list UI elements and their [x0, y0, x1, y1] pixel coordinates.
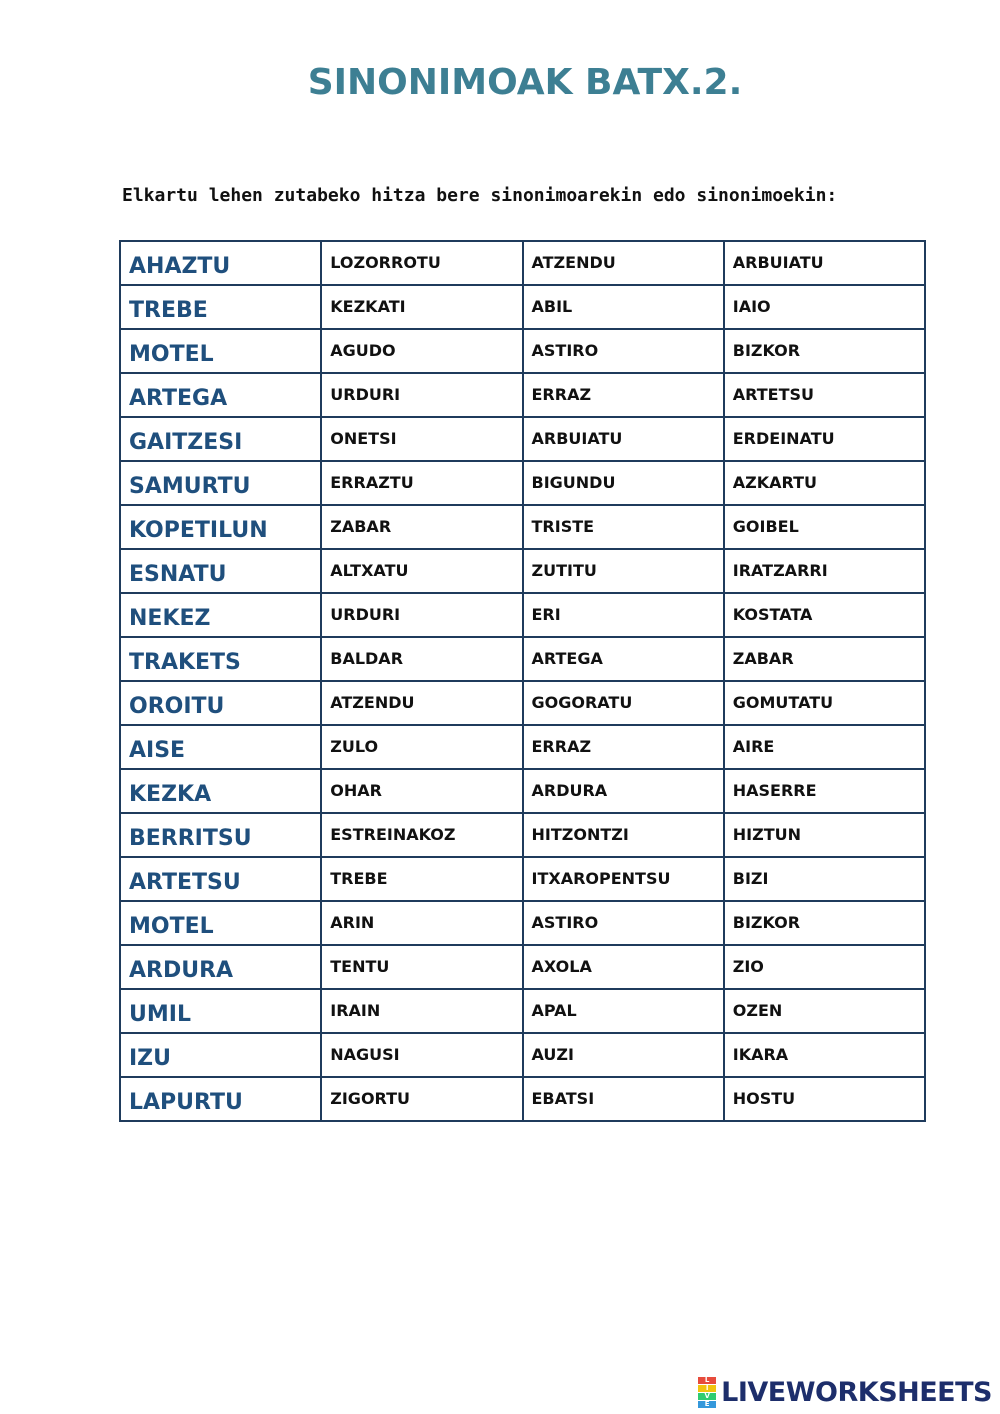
synonym-option[interactable]: URDURI: [321, 593, 522, 637]
synonym-option[interactable]: ERRAZ: [523, 373, 724, 417]
brand-footer: [696, 1377, 992, 1408]
synonym-option[interactable]: BIZI: [724, 857, 925, 901]
synonym-option[interactable]: ARTEGA: [523, 637, 724, 681]
synonym-option[interactable]: AZKARTU: [724, 461, 925, 505]
page-title: SINONIMOAK BATX.2.: [307, 62, 743, 103]
synonym-option[interactable]: ONETSI: [321, 417, 522, 461]
head-word: KEZKA: [120, 769, 321, 813]
head-word: ARDURA: [120, 945, 321, 989]
head-word: TREBE: [120, 285, 321, 329]
synonym-option[interactable]: ATZENDU: [321, 681, 522, 725]
table-row: [120, 857, 925, 901]
synonym-option[interactable]: AXOLA: [523, 945, 724, 989]
logo-letter: E: [698, 1401, 716, 1408]
logo-letter: I: [698, 1385, 716, 1392]
head-word: ESNATU: [120, 549, 321, 593]
head-word: GAITZESI: [120, 417, 321, 461]
table-row: [120, 593, 925, 637]
synonym-option[interactable]: ALTXATU: [321, 549, 522, 593]
head-word: NEKEZ: [120, 593, 321, 637]
head-word: KOPETILUN: [120, 505, 321, 549]
synonym-option[interactable]: ARBUIATU: [523, 417, 724, 461]
synonym-option[interactable]: NAGUSI: [321, 1033, 522, 1077]
table-row: [120, 637, 925, 681]
head-word: AISE: [120, 725, 321, 769]
synonym-option[interactable]: ZULO: [321, 725, 522, 769]
logo-letter: V: [698, 1393, 716, 1400]
head-word: MOTEL: [120, 329, 321, 373]
synonym-option[interactable]: IAIO: [724, 285, 925, 329]
head-word: AHAZTU: [120, 241, 321, 285]
synonym-option[interactable]: ZIGORTU: [321, 1077, 522, 1121]
synonym-option[interactable]: ASTIRO: [523, 329, 724, 373]
synonym-option[interactable]: ARDURA: [523, 769, 724, 813]
synonym-option[interactable]: ITXAROPENTSU: [523, 857, 724, 901]
head-word: MOTEL: [120, 901, 321, 945]
synonym-option[interactable]: ZABAR: [321, 505, 522, 549]
synonym-option[interactable]: ABIL: [523, 285, 724, 329]
synonym-option[interactable]: TRISTE: [523, 505, 724, 549]
synonym-option[interactable]: ZABAR: [724, 637, 925, 681]
table-row: [120, 461, 925, 505]
instructions-text: Elkartu lehen zutabeko hitza bere sinonimoarekin edo sinonimoekin:: [122, 185, 838, 206]
synonym-option[interactable]: AGUDO: [321, 329, 522, 373]
synonym-option[interactable]: GOMUTATU: [724, 681, 925, 725]
head-word: ARTETSU: [120, 857, 321, 901]
synonym-option[interactable]: IKARA: [724, 1033, 925, 1077]
table-row: [120, 417, 925, 461]
synonym-option[interactable]: BIGUNDU: [523, 461, 724, 505]
table-row: [120, 373, 925, 417]
synonym-option[interactable]: GOGORATU: [523, 681, 724, 725]
synonym-option[interactable]: KOSTATA: [724, 593, 925, 637]
brand-text: LIVEWORKSHEETS: [721, 1377, 992, 1408]
synonym-option[interactable]: BIZKOR: [724, 901, 925, 945]
table-row: [120, 1077, 925, 1121]
synonym-option[interactable]: EBATSI: [523, 1077, 724, 1121]
synonym-option[interactable]: URDURI: [321, 373, 522, 417]
synonym-option[interactable]: ARTETSU: [724, 373, 925, 417]
synonym-option[interactable]: ARIN: [321, 901, 522, 945]
head-word: SAMURTU: [120, 461, 321, 505]
synonym-option[interactable]: AIRE: [724, 725, 925, 769]
synonym-option[interactable]: ERRAZ: [523, 725, 724, 769]
synonym-option[interactable]: ESTREINAKOZ: [321, 813, 522, 857]
synonym-option[interactable]: OZEN: [724, 989, 925, 1033]
synonym-option[interactable]: LOZORROTU: [321, 241, 522, 285]
table-row: [120, 945, 925, 989]
synonym-option[interactable]: ZUTITU: [523, 549, 724, 593]
synonym-table-body: [120, 241, 925, 1121]
table-row: [120, 901, 925, 945]
head-word: TRAKETS: [120, 637, 321, 681]
synonym-option[interactable]: ERRAZTU: [321, 461, 522, 505]
synonym-table: [119, 240, 926, 1122]
synonym-option[interactable]: BIZKOR: [724, 329, 925, 373]
table-row: [120, 1033, 925, 1077]
head-word: IZU: [120, 1033, 321, 1077]
synonym-option[interactable]: TREBE: [321, 857, 522, 901]
synonym-option[interactable]: IRAIN: [321, 989, 522, 1033]
synonym-option[interactable]: BALDAR: [321, 637, 522, 681]
synonym-option[interactable]: HASERRE: [724, 769, 925, 813]
synonym-option[interactable]: ARBUIATU: [724, 241, 925, 285]
synonym-option[interactable]: ATZENDU: [523, 241, 724, 285]
table-row: [120, 285, 925, 329]
table-row: [120, 241, 925, 285]
synonym-option[interactable]: GOIBEL: [724, 505, 925, 549]
table-row: [120, 329, 925, 373]
head-word: UMIL: [120, 989, 321, 1033]
synonym-option[interactable]: HIZTUN: [724, 813, 925, 857]
head-word: BERRITSU: [120, 813, 321, 857]
synonym-option[interactable]: ASTIRO: [523, 901, 724, 945]
synonym-option[interactable]: KEZKATI: [321, 285, 522, 329]
table-row: [120, 505, 925, 549]
table-row: [120, 989, 925, 1033]
synonym-option[interactable]: AUZI: [523, 1033, 724, 1077]
table-row: [120, 681, 925, 725]
synonym-option[interactable]: ERDEINATU: [724, 417, 925, 461]
synonym-option[interactable]: ZIO: [724, 945, 925, 989]
logo-letter: L: [698, 1377, 716, 1384]
synonym-option[interactable]: HITZONTZI: [523, 813, 724, 857]
synonym-option[interactable]: ERI: [523, 593, 724, 637]
table-row: [120, 725, 925, 769]
synonym-option[interactable]: IRATZARRI: [724, 549, 925, 593]
table-row: [120, 769, 925, 813]
head-word: LAPURTU: [120, 1077, 321, 1121]
synonym-option[interactable]: HOSTU: [724, 1077, 925, 1121]
synonym-option[interactable]: OHAR: [321, 769, 522, 813]
head-word: ARTEGA: [120, 373, 321, 417]
synonym-option[interactable]: TENTU: [321, 945, 522, 989]
head-word: OROITU: [120, 681, 321, 725]
synonym-option[interactable]: APAL: [523, 989, 724, 1033]
table-row: [120, 813, 925, 857]
table-row: [120, 549, 925, 593]
liveworksheets-logo-icon: [696, 1377, 718, 1408]
